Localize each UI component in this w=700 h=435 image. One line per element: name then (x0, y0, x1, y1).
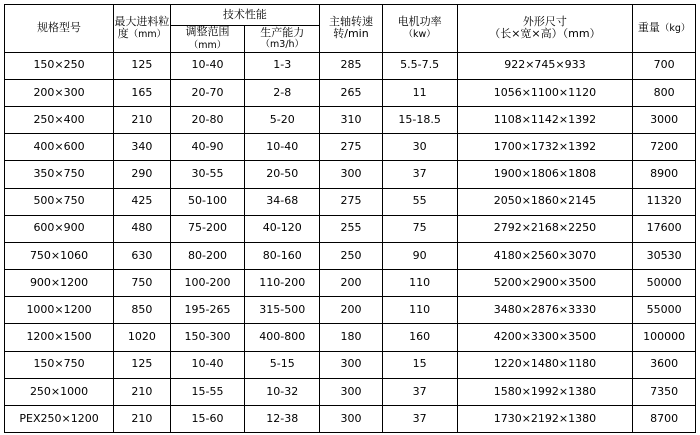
header-capacity-line1: 生产能力 (260, 26, 305, 39)
table-row (5, 378, 696, 405)
cell-power: 37 (382, 378, 457, 405)
cell-power: 30 (382, 134, 457, 161)
table-row (5, 79, 696, 106)
header-spindle-speed (320, 5, 383, 53)
cell-power: 75 (382, 215, 457, 242)
cell-power: 15 (382, 351, 457, 378)
cell-feed: 125 (114, 351, 171, 378)
cell-model: 1200×1500 (5, 324, 114, 351)
cell-adjust: 10-40 (170, 52, 245, 79)
cell-capacity: 2-8 (245, 79, 320, 106)
cell-weight: 8900 (633, 161, 696, 188)
cell-model: 250×400 (5, 106, 114, 133)
header-model: 规格型号 (5, 5, 114, 53)
specification-table (4, 4, 696, 433)
cell-weight: 17600 (633, 215, 696, 242)
header-weight-unit: （kg） (659, 22, 691, 34)
cell-capacity: 1-3 (245, 52, 320, 79)
header-motor-power-label: 电机功率 (397, 14, 442, 28)
cell-capacity: 5-15 (245, 351, 320, 378)
table-row (5, 215, 696, 242)
header-dimension-line1: 外形尺寸 (522, 14, 567, 28)
cell-model: 1000×1200 (5, 297, 114, 324)
cell-dimension: 3480×2876×3330 (457, 297, 633, 324)
cell-weight: 55000 (633, 297, 696, 324)
cell-adjust: 80-200 (170, 242, 245, 269)
cell-power: 55 (382, 188, 457, 215)
cell-capacity: 10-32 (245, 378, 320, 405)
table-row (5, 270, 696, 297)
cell-feed: 290 (114, 161, 171, 188)
table-header (5, 5, 696, 53)
cell-rpm: 275 (320, 188, 383, 215)
cell-weight: 8700 (633, 406, 696, 433)
cell-power: 90 (382, 242, 457, 269)
cell-power: 110 (382, 297, 457, 324)
cell-feed: 210 (114, 378, 171, 405)
header-dimension (457, 5, 633, 53)
cell-feed: 340 (114, 134, 171, 161)
cell-adjust: 195-265 (170, 297, 245, 324)
cell-dimension: 5200×2900×3500 (457, 270, 633, 297)
cell-dimension: 2792×2168×2250 (457, 215, 633, 242)
cell-model: 350×750 (5, 161, 114, 188)
cell-adjust: 75-200 (170, 215, 245, 242)
cell-power: 11 (382, 79, 457, 106)
cell-capacity: 40-120 (245, 215, 320, 242)
cell-rpm: 250 (320, 242, 383, 269)
header-weight-label: 重量 (637, 20, 660, 34)
header-feed-size-line1: 最大进料粒 (114, 14, 170, 28)
cell-power: 37 (382, 161, 457, 188)
cell-feed: 750 (114, 270, 171, 297)
cell-weight: 11320 (633, 188, 696, 215)
table-body (5, 52, 696, 433)
cell-rpm: 180 (320, 324, 383, 351)
cell-power: 160 (382, 324, 457, 351)
header-motor-power (382, 5, 457, 53)
table-row (5, 242, 696, 269)
cell-dimension: 1108×1142×1392 (457, 106, 633, 133)
header-adjust-range (170, 26, 245, 53)
cell-rpm: 200 (320, 297, 383, 324)
cell-dimension: 1700×1732×1392 (457, 134, 633, 161)
header-feed-size-line2: 度（mm） (117, 27, 167, 41)
cell-weight: 100000 (633, 324, 696, 351)
cell-model: 400×600 (5, 134, 114, 161)
cell-dimension: 2050×1860×2145 (457, 188, 633, 215)
cell-weight: 30530 (633, 242, 696, 269)
cell-rpm: 275 (320, 134, 383, 161)
table-row (5, 161, 696, 188)
header-adjust-range-unit: （mm） (188, 39, 227, 51)
cell-weight: 7350 (633, 378, 696, 405)
cell-capacity: 5-20 (245, 106, 320, 133)
cell-adjust: 15-60 (170, 406, 245, 433)
cell-dimension: 4200×3300×3500 (457, 324, 633, 351)
cell-capacity: 10-40 (245, 134, 320, 161)
cell-adjust: 40-90 (170, 134, 245, 161)
header-adjust-range-label: 调整范围 (185, 25, 230, 38)
table-row (5, 52, 696, 79)
cell-capacity: 20-50 (245, 161, 320, 188)
table-row (5, 351, 696, 378)
cell-model: 900×1200 (5, 270, 114, 297)
cell-adjust: 100-200 (170, 270, 245, 297)
cell-feed: 210 (114, 406, 171, 433)
cell-capacity: 400-800 (245, 324, 320, 351)
cell-model: 600×900 (5, 215, 114, 242)
cell-dimension: 1220×1480×1180 (457, 351, 633, 378)
cell-dimension: 1056×1100×1120 (457, 79, 633, 106)
table-row (5, 106, 696, 133)
cell-rpm: 285 (320, 52, 383, 79)
header-capacity-unit: （m3/h） (260, 38, 305, 50)
header-spindle-speed-unit: 转/min (333, 27, 369, 41)
header-feed-size (114, 5, 171, 53)
cell-power: 37 (382, 406, 457, 433)
cell-adjust: 150-300 (170, 324, 245, 351)
cell-weight: 7200 (633, 134, 696, 161)
cell-weight: 3600 (633, 351, 696, 378)
cell-feed: 425 (114, 188, 171, 215)
cell-rpm: 300 (320, 161, 383, 188)
header-dimension-line2: （长×宽×高）（mm） (489, 27, 601, 41)
header-row-top (5, 5, 696, 26)
cell-dimension: 4180×2560×3070 (457, 242, 633, 269)
cell-weight: 800 (633, 79, 696, 106)
cell-capacity: 110-200 (245, 270, 320, 297)
cell-rpm: 265 (320, 79, 383, 106)
table-row (5, 324, 696, 351)
cell-model: 150×750 (5, 351, 114, 378)
cell-adjust: 15-55 (170, 378, 245, 405)
header-weight (633, 5, 696, 53)
cell-rpm: 300 (320, 406, 383, 433)
cell-dimension: 1900×1806×1808 (457, 161, 633, 188)
cell-feed: 210 (114, 106, 171, 133)
cell-rpm: 310 (320, 106, 383, 133)
header-capacity (245, 26, 320, 53)
cell-weight: 700 (633, 52, 696, 79)
cell-weight: 50000 (633, 270, 696, 297)
cell-model: PEX250×1200 (5, 406, 114, 433)
cell-dimension: 922×745×933 (457, 52, 633, 79)
cell-adjust: 20-80 (170, 106, 245, 133)
cell-feed: 480 (114, 215, 171, 242)
cell-model: 250×1000 (5, 378, 114, 405)
cell-capacity: 12-38 (245, 406, 320, 433)
cell-weight: 3000 (633, 106, 696, 133)
cell-rpm: 200 (320, 270, 383, 297)
cell-adjust: 30-55 (170, 161, 245, 188)
header-spindle-speed-line1: 主轴转速 (328, 14, 373, 28)
cell-adjust: 10-40 (170, 351, 245, 378)
cell-adjust: 20-70 (170, 79, 245, 106)
cell-feed: 165 (114, 79, 171, 106)
cell-model: 200×300 (5, 79, 114, 106)
header-feed-size-unit: （mm） (128, 29, 167, 41)
cell-power: 110 (382, 270, 457, 297)
table-row (5, 297, 696, 324)
cell-model: 500×750 (5, 188, 114, 215)
cell-capacity: 80-160 (245, 242, 320, 269)
cell-model: 750×1060 (5, 242, 114, 269)
cell-feed: 630 (114, 242, 171, 269)
header-tech-group: 技术性能 (170, 5, 320, 26)
cell-feed: 850 (114, 297, 171, 324)
header-motor-power-unit: （kw） (403, 29, 436, 41)
cell-dimension: 1580×1992×1380 (457, 378, 633, 405)
cell-rpm: 300 (320, 378, 383, 405)
table-row (5, 188, 696, 215)
cell-capacity: 34-68 (245, 188, 320, 215)
cell-power: 15-18.5 (382, 106, 457, 133)
cell-feed: 1020 (114, 324, 171, 351)
cell-adjust: 50-100 (170, 188, 245, 215)
cell-rpm: 300 (320, 351, 383, 378)
table-row (5, 406, 696, 433)
cell-power: 5.5-7.5 (382, 52, 457, 79)
cell-capacity: 315-500 (245, 297, 320, 324)
cell-dimension: 1730×2192×1380 (457, 406, 633, 433)
cell-feed: 125 (114, 52, 171, 79)
table-row (5, 134, 696, 161)
cell-model: 150×250 (5, 52, 114, 79)
cell-rpm: 255 (320, 215, 383, 242)
